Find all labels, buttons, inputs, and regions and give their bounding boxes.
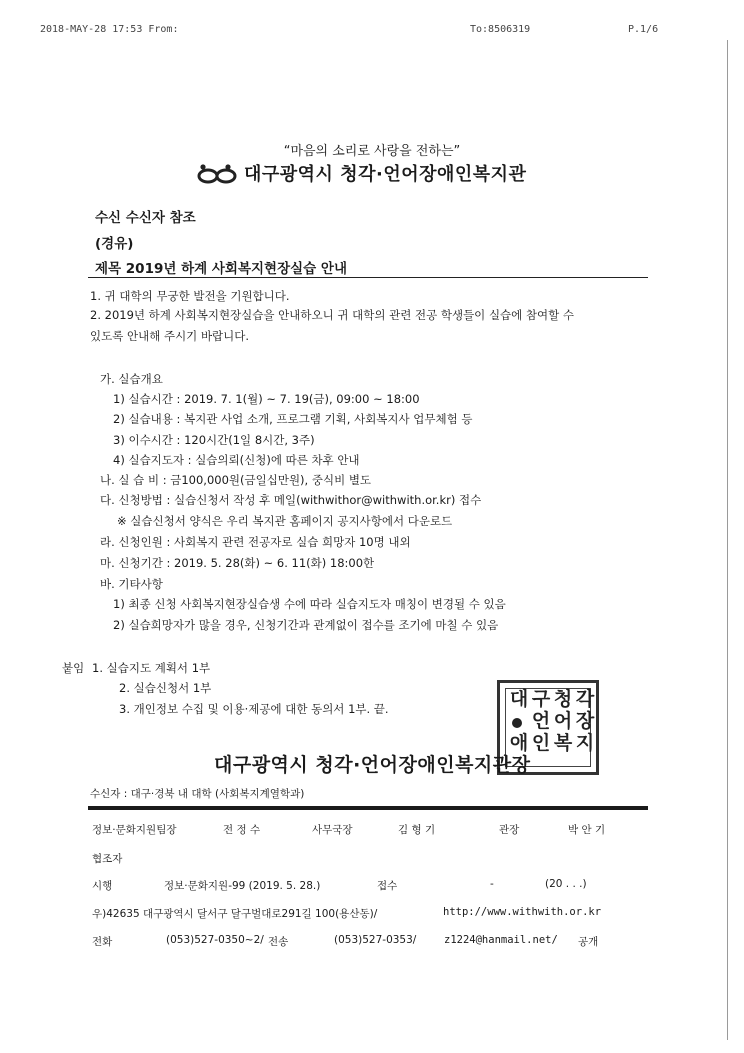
director-title: 관장 xyxy=(499,824,520,836)
document-number: 정보·문화지원-99 (2019. 5. 28.) xyxy=(164,880,321,892)
item-application-method: 다. 신청방법 : 실습신청서 작성 후 메일(withwithor@withwith.or.kr) 접수 xyxy=(100,493,482,507)
org-logo-icon xyxy=(196,162,242,184)
enforcement-label: 시행 xyxy=(92,880,113,892)
item-fee: 나. 실 습 비 : 금100,000원(금일십만원), 중식비 별도 xyxy=(100,473,372,487)
fax-page-number: P.1/6 xyxy=(628,24,659,35)
official-seal: 대 애 구 언 인 청 어 복 각 장 지 xyxy=(497,680,599,775)
fax-label: 전송 xyxy=(268,936,289,948)
fax-header-left: 2018-MAY-28 17:53 From: xyxy=(40,24,179,35)
team-leader-title: 정보·문화지원팀장 xyxy=(92,824,177,836)
attachment-3: 3. 개인정보 수집 및 이용·제공에 대한 동의서 1부. 끝. xyxy=(119,702,389,716)
cooperator-label: 협조자 xyxy=(92,853,123,865)
secretary-general-name: 김 형 기 xyxy=(398,824,436,836)
sender-name: 대구광역시 청각·언어장애인복지관장 xyxy=(214,754,531,776)
email-address: z1224@hanmail.net/ xyxy=(444,934,558,946)
fax-number: (053)527-0353/ xyxy=(334,934,417,946)
item-form-note: ※ 실습신청서 양식은 우리 복지관 홈페이지 공지사항에서 다운로드 xyxy=(117,514,453,528)
fax-header-to: To:8506319 xyxy=(470,24,531,35)
secretary-general-title: 사무국장 xyxy=(312,824,353,836)
para-2-line-1: 2. 2019년 하계 사회복지현장실습을 안내하오니 귀 대학의 관련 전공 학생들이 실습에 참여할 수 xyxy=(90,308,575,322)
page-edge-line xyxy=(727,40,728,1040)
item-hours: 1) 실습시간 : 2019. 7. 1(월) ~ 7. 19(금), 09:00 ~ 18:00 xyxy=(113,392,420,406)
org-title: 대구광역시 청각·언어장애인복지관 xyxy=(244,164,527,185)
subject-line: 제목 2019년 하계 사회복지현장실습 안내 xyxy=(95,261,347,277)
via-line: (경유) xyxy=(95,236,134,252)
item-other-heading: 바. 기타사항 xyxy=(100,577,163,591)
director-name: 박 안 기 xyxy=(568,824,606,836)
team-leader-name: 전 정 수 xyxy=(223,824,261,836)
para-1: 1. 귀 대학의 무궁한 발전을 기원합니다. xyxy=(90,289,290,303)
attachment-2: 2. 실습신청서 1부 xyxy=(119,681,212,695)
para-2-line-2: 있도록 안내해 주시기 바랍니다. xyxy=(90,329,250,343)
phone-label: 전화 xyxy=(92,936,113,948)
item-credit-hours: 3) 이수시간 : 120시간(1일 8시간, 3주) xyxy=(113,433,315,447)
receipt-dash: - xyxy=(490,878,494,890)
item-other-2: 2) 실습희망자가 많을 경우, 신청기간과 관계없이 접수를 조기에 마칠 수 있음 xyxy=(113,618,499,632)
attachment-1: 1. 실습지도 계획서 1부 xyxy=(92,661,211,675)
item-overview-heading: 가. 실습개요 xyxy=(100,372,163,386)
header-divider xyxy=(88,277,648,278)
phone-number: (053)527-0350~2/ xyxy=(166,934,264,946)
item-application-period: 마. 신청기간 : 2019. 5. 28(화) ~ 6. 11(화) 18:00한 xyxy=(100,556,375,570)
receipt-label: 접수 xyxy=(377,880,398,892)
recipients-line: 수신자 : 대구·경북 내 대학 (사회복지계열학과) xyxy=(90,788,305,800)
item-headcount: 라. 신청인원 : 사회복지 관련 전공자로 실습 희망자 10명 내외 xyxy=(100,535,411,549)
item-other-1: 1) 최종 신청 사회복지현장실습생 수에 따라 실습지도자 매칭이 변경될 수 있음 xyxy=(113,597,506,611)
receipt-date: (20 . . .) xyxy=(545,878,587,890)
postal-address: 우)42635 대구광역시 달서구 달구벌대로291길 100(용산동)/ xyxy=(92,908,378,920)
slogan: “마음의 소리로 사랑을 전하는” xyxy=(283,144,461,159)
item-content: 2) 실습내용 : 복지관 사업 소개, 프로그램 기획, 사회복지사 업무체험 등 xyxy=(113,412,473,426)
recipient-line: 수신 수신자 참조 xyxy=(95,210,196,226)
disclosure-status: 공개 xyxy=(578,936,599,948)
attachment-label: 붙임 xyxy=(62,661,85,675)
item-supervisor: 4) 실습지도자 : 실습의뢰(신청)에 따른 차후 안내 xyxy=(113,453,360,467)
footer-divider-thick xyxy=(88,806,648,810)
website-url: http://www.withwith.or.kr xyxy=(443,906,602,918)
